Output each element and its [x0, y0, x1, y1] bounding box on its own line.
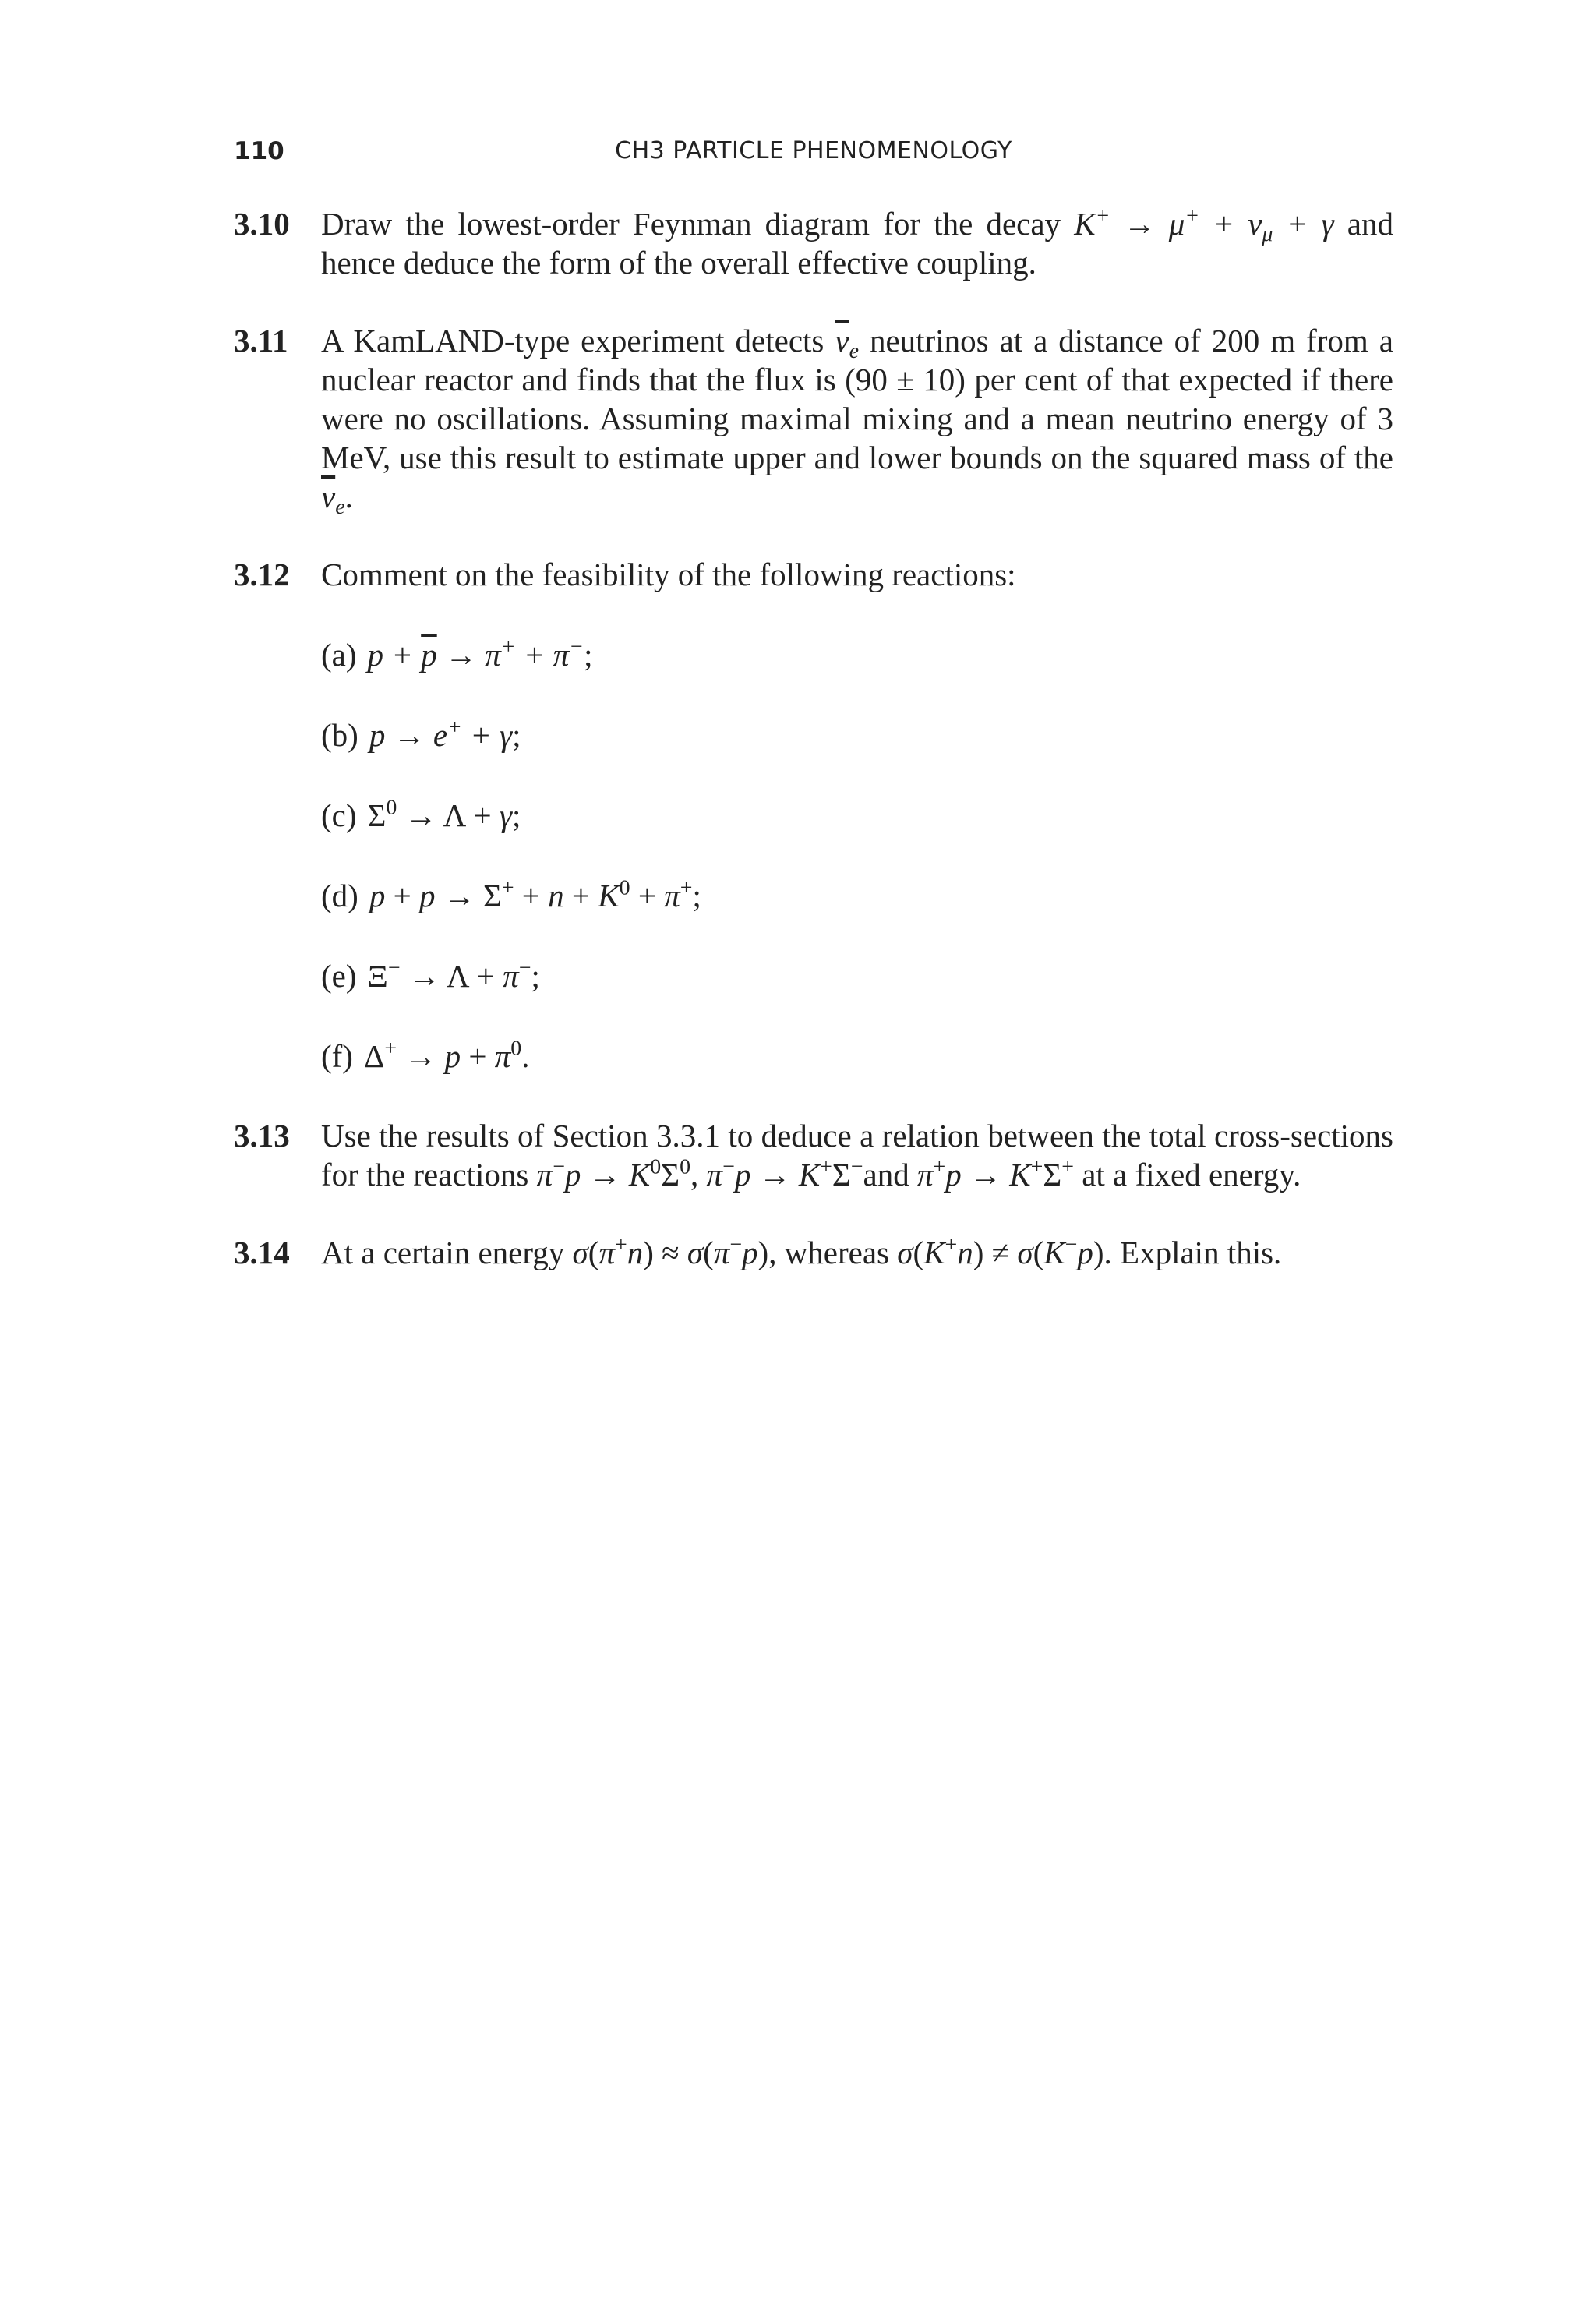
item-label: (e) [321, 958, 357, 994]
problem-3-10 [234, 204, 1393, 282]
problem-text: Comment on the feasibility of the following reactions: [321, 557, 1016, 592]
page-number: 110 [234, 137, 284, 165]
reaction-equation: $p + \overline{p} \to \pi^+ + \pi^-$ [367, 634, 584, 673]
cross-section-relation: σ(π+n) ≈ σ(π−p) [572, 1232, 769, 1270]
antineutrino-symbol: $\overline{\nu}_e$ [321, 479, 345, 519]
reaction-d: (d) $p + p \to \Sigma^+ + n + K^0 + \pi^+$; [321, 875, 701, 913]
problem-number: 3.11 [234, 323, 288, 359]
reaction-a: (a) $p + \overline{p} \to \pi^+ + \pi^-$; [321, 634, 593, 673]
item-label: (d) [321, 878, 358, 913]
running-head: CH3 PARTICLE PHENOMENOLOGY [615, 137, 1012, 164]
problem-3-14 [234, 1233, 1393, 1272]
problem-number: 3.10 [234, 206, 290, 242]
reaction-equation: Ξ− → Λ + π− [367, 956, 531, 994]
antineutrino-symbol: $\overline{\nu}_e$ [835, 323, 859, 363]
reaction-equation: π+p → K+Σ+ [916, 1154, 1074, 1193]
reaction-equation: $\pi^-p \to K^0\Sigma^0$, π−p → K+Σ− [536, 1154, 863, 1193]
problem-number: 3.14 [234, 1235, 290, 1270]
reaction-equation: $\Sigma^0 \to \Lambda + \gamma$ [367, 795, 513, 833]
item-label: (b) [321, 717, 358, 753]
reaction-equation: $p + p \to \Sigma^+ + n + K^0 + \pi^+$ [369, 875, 693, 913]
problem-text: At a certain energy σ(π+n) ≈ σ(π−p), whereas σ(K+n) ≠ σ(K−p). Explain this. [321, 1232, 1282, 1270]
reaction-equation: p → e+ + γ [369, 715, 513, 753]
item-label: (f) [321, 1038, 353, 1074]
reaction-equation: $\Delta^+ \to p + \pi^0$ [363, 1036, 522, 1074]
reaction-e: (e) Ξ− → Λ + π−; [321, 956, 540, 994]
item-label: (a) [321, 637, 357, 673]
reaction-c: (c) $\Sigma^0 \to \Lambda + \gamma$; [321, 795, 521, 833]
problem-text: Draw the lowest-order Feynman diagram for the decay $K^+ \to \mu^+ + \nu_\mu + \gamma$ and hence deduce the form of the overall effective coupling. [321, 203, 1393, 281]
reaction-b: (b) p → e+ + γ; [321, 715, 521, 753]
item-label: (c) [321, 797, 357, 833]
problem-3-13 [234, 1116, 1393, 1194]
problem-number: 3.13 [234, 1118, 290, 1154]
decay-equation: $K^+ \to \mu^+ + \nu_\mu + \gamma$ [1074, 203, 1334, 246]
cross-section-relation: σ(K+n) ≠ σ(K−p) [897, 1232, 1104, 1270]
problem-3-12 [234, 555, 1393, 594]
page-header [234, 137, 1393, 171]
problem-text: A KamLAND-type experiment detects $\overline{\nu}_e$ neutrinos at a distance of 200 m from a nuclear reactor and finds that the flux is (90 ± 10) per cent of that expected if there were no oscillations. Assuming maximal mixing and a mean neutrino energy of 3 MeV, use this result to estimate upper and lower bounds on the squared mass of the $\overline{\nu}_e$. [321, 323, 1393, 519]
problem-text: Use the results of Section 3.3.1 to deduce a relation between the total cross-sections for the reactions $\pi^-p \to K^0\Sigma^0$, π−p → K+Σ−and π+p → K+Σ+ at a fixed energy. [321, 1118, 1393, 1193]
reaction-f: (f) $\Delta^+ \to p + \pi^0$. [321, 1036, 530, 1074]
problem-number: 3.12 [234, 557, 290, 592]
problem-3-11 [234, 321, 1393, 519]
